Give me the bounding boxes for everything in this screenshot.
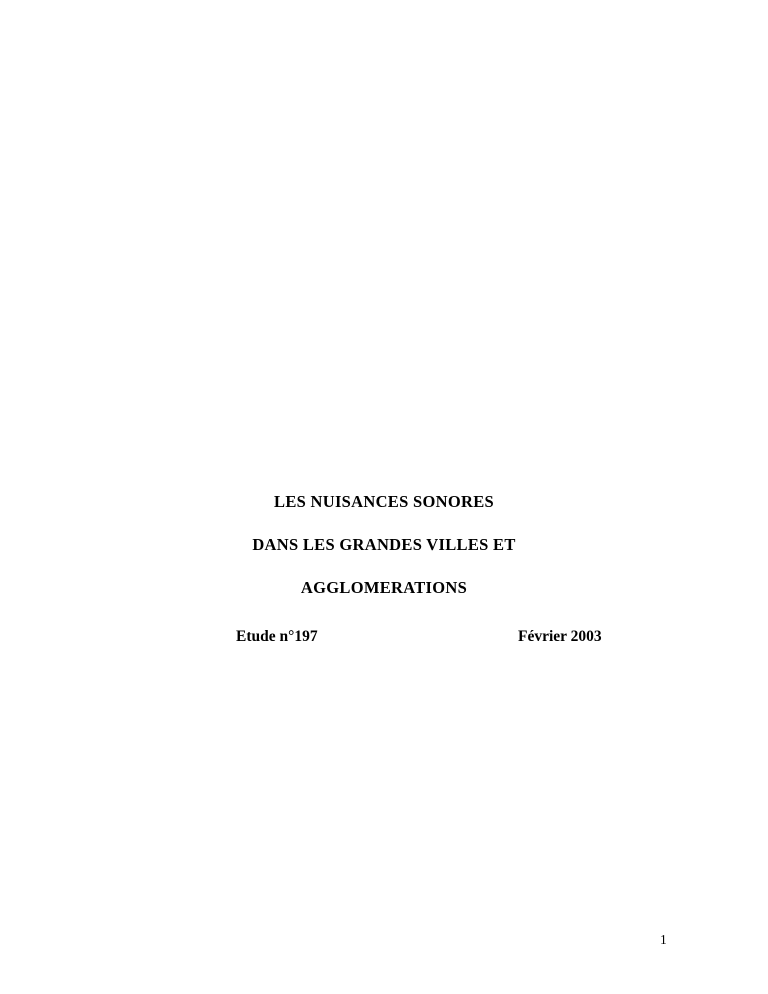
page-title-line-1: LES NUISANCES SONORES xyxy=(274,492,494,511)
study-number-label: Etude n°197 xyxy=(236,628,318,645)
page-title-line-3: AGGLOMERATIONS xyxy=(300,578,468,597)
page-number: 1 xyxy=(660,932,667,947)
publication-date-label: Février 2003 xyxy=(518,628,602,645)
document-meta-row xyxy=(0,628,768,652)
document-title-block xyxy=(0,480,768,609)
page-title-line-2: DANS LES GRANDES VILLES ET xyxy=(252,535,516,554)
